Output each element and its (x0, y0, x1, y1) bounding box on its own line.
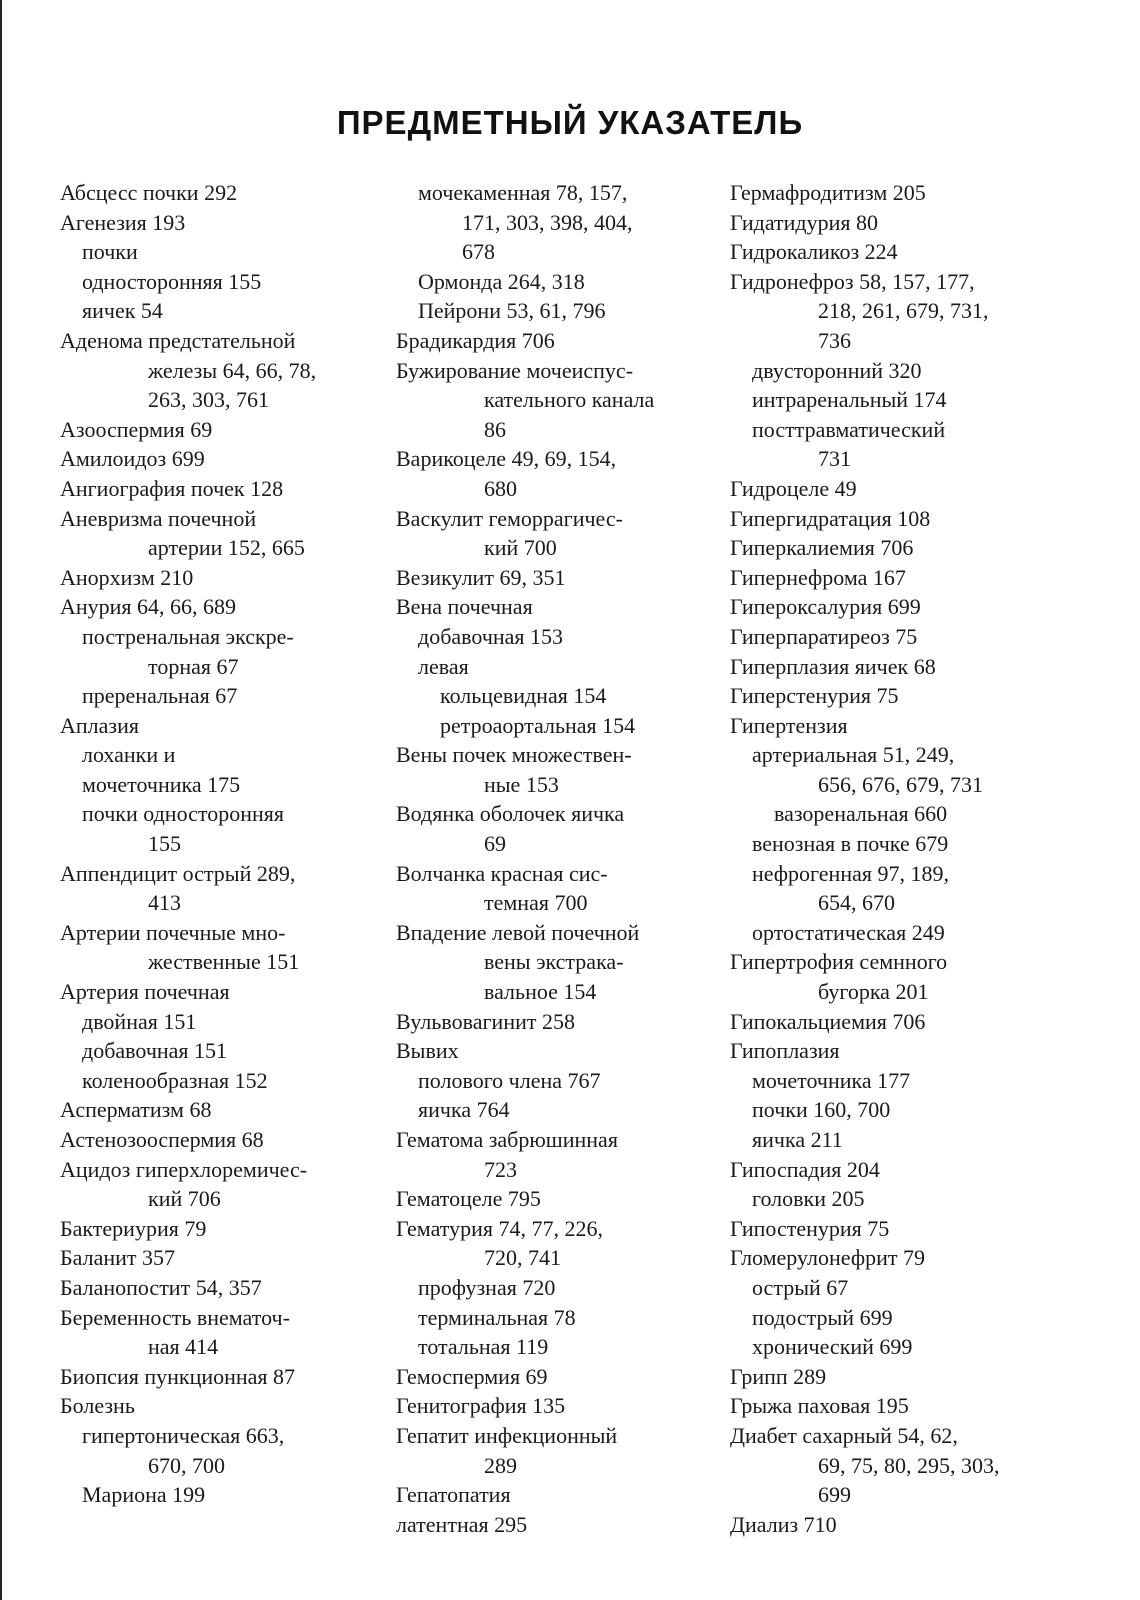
index-entry: Гломерулонефрит 79 (730, 1245, 925, 1271)
index-entry: Анурия 64, 66, 689 (60, 594, 237, 620)
index-entry: торная 67 (148, 653, 239, 679)
index-entry: Азооспермия 69 (60, 416, 213, 442)
index-entry: Гидатидурия 80 (730, 209, 879, 235)
index-entry: вазоренальная 660 (774, 801, 948, 827)
index-entry: Вена почечная (396, 594, 533, 620)
index-entry: Гипокальциемия 706 (730, 1008, 926, 1034)
index-entry: ная 414 (148, 1334, 219, 1360)
index-entry: мочекаменная 78, 157, (418, 180, 628, 205)
index-entry: темная 700 (484, 890, 588, 916)
index-entry: Беременность внематоч- (60, 1304, 290, 1330)
index-entry: почки односторонняя (82, 801, 284, 827)
index-entry: 670, 700 (148, 1452, 225, 1478)
index-entry: Аневризма почечной (60, 505, 257, 531)
index-entry: Бужирование мочеиспус- (396, 357, 634, 383)
index-entry: хронический 699 (752, 1334, 913, 1360)
index-entry: лоханки и (82, 742, 176, 768)
index-entry: Астенозооспермия 68 (60, 1127, 264, 1152)
index-entry: Генитография 135 (396, 1393, 566, 1419)
index-entry: артериальная 51, 249, (752, 742, 955, 768)
index-entry: Водянка оболочек яичка (396, 801, 625, 827)
index-entry: Гипертензия (730, 712, 848, 738)
index-entry: жественные 151 (148, 949, 300, 975)
index-entry: Диабет сахарный 54, 62, (730, 1422, 958, 1448)
index-entry: мочеточника 177 (752, 1067, 911, 1093)
index-entry: ные 153 (484, 771, 559, 797)
index-entry: Гидроцеле 49 (730, 475, 857, 501)
index-entry: 656, 676, 679, 731 (818, 771, 983, 797)
index-column-2 (396, 178, 726, 1539)
index-entry: 720, 741 (484, 1245, 561, 1271)
index-entry: односторонняя 155 (82, 268, 262, 294)
index-entry: кательного канала (484, 387, 655, 413)
index-entry: двусторонний 320 (752, 357, 922, 383)
page-edge-line (0, 0, 2, 1600)
index-entry: Амилоидоз 699 (60, 446, 205, 472)
index-entry: постренальная экскре- (82, 623, 294, 649)
index-entry: 263, 303, 761 (148, 387, 269, 413)
index-entry: Везикулит 69, 351 (396, 564, 566, 590)
index-entry: Гипоплазия (730, 1038, 840, 1064)
index-column-1 (60, 178, 390, 1510)
index-entry: Гидрокаликоз 224 (730, 239, 898, 265)
index-entry: яичка 211 (752, 1127, 843, 1152)
index-entry: Гипергидратация 108 (730, 505, 931, 531)
index-entry: яичек 54 (82, 298, 163, 324)
index-entry: Волчанка красная сис- (396, 860, 608, 886)
index-entry: Гиперпаратиреоз 75 (730, 623, 918, 649)
index-entry: Баланит 357 (60, 1245, 175, 1271)
index-entry: Гематурия 74, 77, 226, (396, 1215, 603, 1241)
index-entry: 678 (462, 239, 495, 265)
index-entry: 699 (818, 1482, 851, 1508)
index-entry: 69 (484, 831, 506, 857)
index-entry: 680 (484, 475, 517, 501)
page-title: ПРЕДМЕТНЫЙ УКАЗАТЕЛЬ (336, 104, 804, 141)
index-entry: Бактериурия 79 (60, 1215, 207, 1241)
index-entry: Брадикардия 706 (396, 327, 555, 353)
index-entry: 736 (818, 327, 851, 353)
index-entry: Ацидоз гиперхлоремичес- (60, 1156, 308, 1182)
index-entry: Гипернефрома 167 (730, 564, 906, 590)
index-entry: бугорка 201 (818, 979, 929, 1005)
index-entry: тотальная 119 (418, 1334, 549, 1360)
index-entry: интраренальный 174 (752, 387, 947, 413)
index-entry: острый 67 (752, 1274, 849, 1300)
index-entry: Гипостенурия 75 (730, 1215, 890, 1241)
index-entry: ретроаортальная 154 (440, 712, 636, 738)
index-entry: венозная в почке 679 (752, 831, 949, 857)
index-entry: вены экстрака- (484, 949, 624, 975)
index-entry: 731 (818, 446, 851, 472)
index-entry: Гипертрофия семнного (730, 949, 948, 975)
index-entry: двойная 151 (82, 1008, 197, 1034)
index-entry: головки 205 (752, 1186, 865, 1212)
index-entry: нефрогенная 97, 189, (752, 860, 949, 886)
index-entry: 218, 261, 679, 731, (818, 298, 989, 324)
index-entry: почки 160, 700 (752, 1097, 891, 1123)
index-entry: артерии 152, 665 (148, 535, 305, 561)
index-entry: 155 (148, 831, 181, 857)
index-entry: Мариона 199 (82, 1482, 206, 1508)
index-entry: кий 700 (484, 535, 557, 561)
index-entry: 289 (484, 1452, 517, 1478)
index-entry: Болезнь (60, 1393, 135, 1419)
index-entry: Вульвовагинит 258 (396, 1008, 575, 1034)
index-entry: коленообразная 152 (82, 1067, 268, 1093)
index-entry: Грипп 289 (730, 1363, 827, 1389)
index-entry: Диализ 710 (730, 1511, 837, 1537)
index-entry: преренальная 67 (82, 683, 238, 709)
index-entry: Вены почек множествен- (396, 742, 632, 768)
index-entry: Варикоцеле 49, 69, 154, (396, 446, 617, 472)
index-entry: 723 (484, 1156, 517, 1182)
index-entry: Впадение левой почечной (396, 919, 640, 945)
index-entry: добавочная 151 (82, 1038, 228, 1064)
index-entry: Агенезия 193 (60, 209, 186, 235)
index-entry: Абсцесс почки 292 (60, 180, 238, 205)
index-entry: полового члена 767 (418, 1067, 601, 1093)
index-entry: Асперматизм 68 (60, 1097, 212, 1123)
index-entry: мочеточника 175 (82, 771, 241, 797)
index-entry: кольцевидная 154 (440, 683, 607, 709)
index-entry: левая (418, 653, 469, 679)
index-entry: Гематома забрюшинная (396, 1127, 618, 1152)
index-entry: Вывих (396, 1038, 459, 1064)
index-entry: Гиперплазия яичек 68 (730, 653, 936, 679)
index-entry: кий 706 (148, 1186, 221, 1212)
index-entry: Грыжа паховая 195 (730, 1393, 909, 1419)
index-entry: Гематоцеле 795 (396, 1186, 541, 1212)
index-entry: вальное 154 (484, 979, 597, 1005)
index-entry: Биопсия пункционная 87 (60, 1363, 296, 1389)
index-entry: Артерия почечная (60, 979, 230, 1005)
index-entry: Гипоспадия 204 (730, 1156, 880, 1182)
index-entry: железы 64, 66, 78, (148, 357, 317, 383)
index-entry: Гепатит инфекционный (396, 1422, 618, 1448)
index-entry: ортостатическая 249 (752, 919, 945, 945)
index-entry: латентная 295 (396, 1511, 528, 1537)
index-entry: Баланопостит 54, 357 (60, 1274, 262, 1300)
index-entry: Гермафродитизм 205 (730, 180, 926, 205)
index-entry: Гипероксалурия 699 (730, 594, 921, 620)
index-entry: Гидронефроз 58, 157, 177, (730, 268, 975, 294)
index-entry: гипертоническая 663, (82, 1422, 285, 1448)
index-entry: Гиперкалиемия 706 (730, 535, 914, 561)
index-entry: яичка 764 (418, 1097, 510, 1123)
index-entry: Гепатопатия (396, 1482, 511, 1508)
index-entry: добавочная 153 (418, 623, 564, 649)
index-column-3 (730, 178, 1090, 1539)
index-entry: Ормонда 264, 318 (418, 268, 585, 294)
index-entry: Артерии почечные мно- (60, 919, 286, 945)
index-entry: терминальная 78 (418, 1304, 576, 1330)
index-entry: посттравматический (752, 416, 946, 442)
index-entry: 413 (148, 890, 181, 916)
index-entry: Аппендицит острый 289, (60, 860, 296, 886)
index-entry: профузная 720 (418, 1274, 556, 1300)
index-entry: Гиперстенурия 75 (730, 683, 899, 709)
index-entry: 654, 670 (818, 890, 895, 916)
index-entry: Аденома предстательной (60, 327, 296, 353)
index-entry: Анорхизм 210 (60, 564, 194, 590)
index-entry: Васкулит геморрагичес- (396, 505, 623, 531)
index-entry: Гемоспермия 69 (396, 1363, 548, 1389)
index-entry: Пейрони 53, 61, 796 (418, 298, 606, 324)
index-entry: Аплазия (60, 712, 139, 738)
index-entry: 86 (484, 416, 506, 442)
index-entry: 69, 75, 80, 295, 303, (818, 1452, 1000, 1478)
index-entry: 171, 303, 398, 404, (462, 209, 633, 235)
index-entry: почки (82, 239, 138, 265)
index-entry: Ангиография почек 128 (60, 475, 284, 501)
index-entry: подострый 699 (752, 1304, 893, 1330)
